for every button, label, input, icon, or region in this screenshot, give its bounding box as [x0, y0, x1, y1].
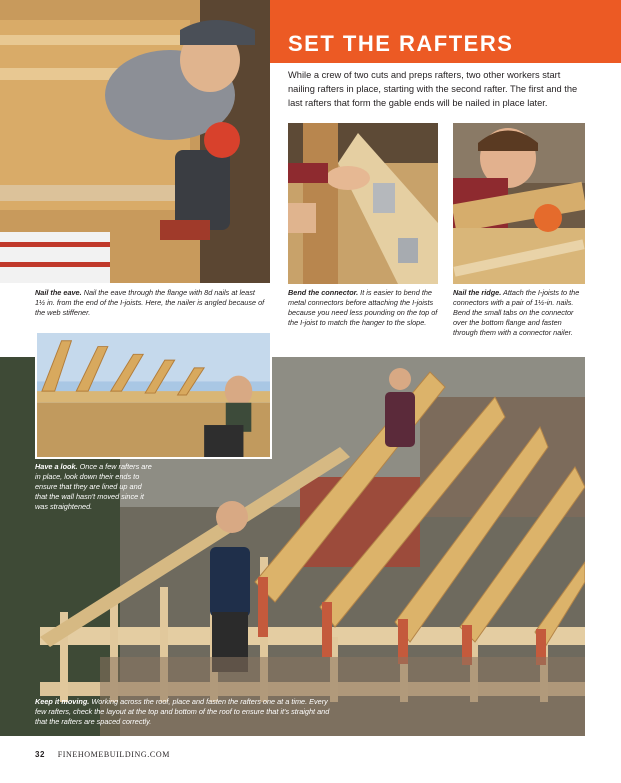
photo-connector	[288, 123, 438, 284]
caption-eave-lead: Nail the eave.	[35, 288, 82, 297]
caption-connector	[288, 288, 438, 328]
caption-moving-body: Working across the roof, place and fasten the rafters one at a time. Every few rafters, check the layout at the top and bottom of the roof to ensure that it's straight and that the rafters are spaced correctly.	[35, 697, 330, 726]
page-footer	[35, 750, 170, 759]
caption-ridge	[453, 288, 588, 338]
caption-connector-body: It is easier to bend the metal connectors before attaching the I-joists because you need less pounding on the top of the I-joist to match the hanger to the slope.	[288, 288, 438, 327]
caption-connector-lead: Bend the connector.	[288, 288, 359, 297]
photo-ridge	[453, 123, 585, 284]
intro-text: While a crew of two cuts and preps rafters, two other workers start nailing rafters in place, starting with the second rafter. The first and the last rafters that form the gable ends will be nailed in place later.	[288, 70, 578, 108]
title-band	[270, 0, 621, 63]
caption-look-lead: Have a look.	[35, 462, 78, 471]
caption-look-body: Once a few rafters are in place, look down their ends to ensure that they are lined up and that the wall hasn't moved since it was straightened.	[35, 462, 152, 511]
caption-eave	[35, 288, 267, 318]
page-title: SET THE RAFTERS	[288, 31, 514, 56]
page-number: 32	[35, 750, 46, 759]
photo-eave	[0, 0, 270, 283]
photo-look	[35, 331, 272, 459]
caption-look	[35, 462, 155, 512]
caption-ridge-body: Attach the I-joists to the connectors with a pair of 1½-in. nails. Bend the small tabs on the connector over the bottom flange and fasten through them with a connector nailer.	[453, 288, 580, 337]
site-name: FINEHOMEBUILDING.COM	[57, 750, 170, 759]
caption-eave-body: Nail the eave through the flange with 8d nails at least 1½ in. from the end of the I-joists. Here, the nailer is angled because of the web stiffener.	[35, 288, 265, 317]
caption-moving-lead: Keep it moving.	[35, 697, 90, 706]
caption-ridge-lead: Nail the ridge.	[453, 288, 502, 297]
caption-moving	[35, 697, 340, 727]
